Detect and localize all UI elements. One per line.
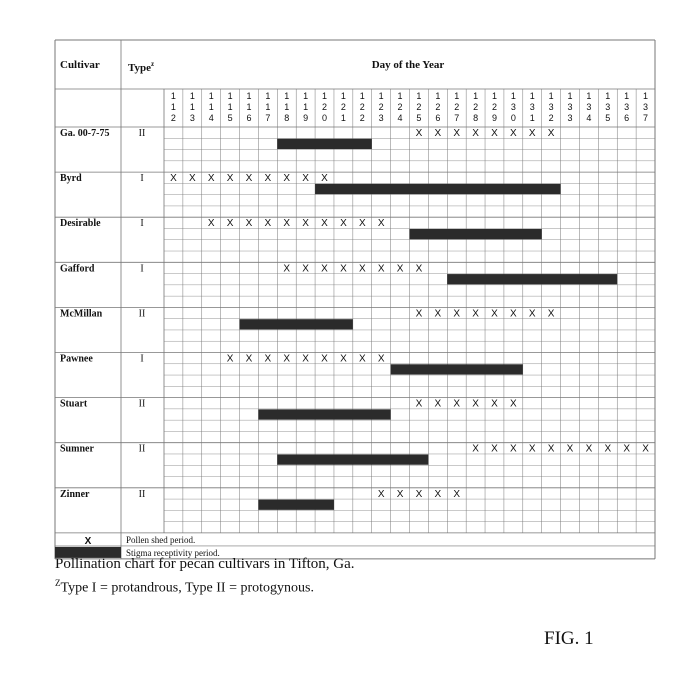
- day-digit: 1: [397, 91, 403, 101]
- pollen-mark: X: [302, 218, 309, 230]
- pollen-mark: X: [415, 308, 423, 320]
- day-digit: 1: [189, 102, 195, 112]
- day-digit: 3: [529, 102, 535, 112]
- header-type: Type$^z$: [128, 60, 155, 74]
- pollen-mark: X: [302, 263, 309, 275]
- day-digit: 6: [624, 113, 630, 123]
- day-digit: 3: [510, 102, 516, 112]
- type-label: II: [138, 128, 146, 139]
- pollen-mark: X: [415, 398, 423, 410]
- pollen-mark: X: [491, 128, 498, 139]
- day-digit: 1: [624, 91, 630, 101]
- legend-pollen-symbol: X: [84, 535, 92, 547]
- day-digit: 3: [189, 113, 195, 123]
- pollen-mark: X: [547, 308, 555, 320]
- stigma-bar: [391, 364, 523, 374]
- table-text: [60, 59, 649, 558]
- stigma-bar: [277, 139, 371, 149]
- pollen-mark: X: [321, 353, 328, 365]
- day-digit: 4: [397, 113, 403, 123]
- pollen-mark: X: [321, 263, 328, 275]
- footnote-mark: Z: [55, 578, 61, 588]
- type-label: I: [140, 353, 144, 365]
- day-digit: 2: [473, 102, 479, 112]
- pollen-mark: X: [226, 173, 234, 185]
- day-digit: 3: [567, 102, 573, 112]
- pollen-mark: X: [453, 488, 461, 500]
- day-digit: 1: [227, 91, 233, 101]
- cultivar-label: Desirable: [60, 218, 101, 230]
- pollen-mark: X: [340, 353, 347, 365]
- type-label: II: [138, 308, 146, 320]
- stigma-bar: [410, 229, 542, 239]
- day-digit: 2: [170, 113, 176, 123]
- pollen-mark: X: [377, 218, 385, 230]
- day-digit: 1: [643, 91, 649, 101]
- pollen-mark: X: [528, 128, 536, 139]
- stigma-bar: [258, 409, 390, 419]
- cultivar-label: Ga. 00-7-75: [60, 128, 110, 139]
- day-digit: 1: [284, 102, 290, 112]
- pollen-mark: X: [472, 443, 479, 455]
- pollen-mark: X: [547, 128, 555, 139]
- pollen-mark: X: [396, 263, 404, 275]
- pollen-mark: X: [472, 308, 479, 320]
- pollen-mark: X: [302, 353, 309, 365]
- pollen-mark: X: [434, 398, 442, 410]
- day-digit: 1: [246, 102, 252, 112]
- day-digit: 3: [567, 113, 573, 123]
- day-digit: 1: [529, 91, 535, 101]
- cultivar-label: Sumner: [60, 443, 94, 455]
- header-day-of-year: Day of the Year: [371, 59, 445, 71]
- day-digit: 1: [322, 91, 328, 101]
- cultivar-label: Pawnee: [60, 353, 93, 365]
- day-digit: 2: [416, 102, 422, 112]
- pollen-mark: X: [453, 128, 461, 139]
- pollen-mark: X: [472, 128, 479, 139]
- footnote-text: Type I = protandrous, Type II = protogynous.: [60, 580, 314, 596]
- day-digit: 1: [208, 102, 214, 112]
- pollen-mark: X: [170, 173, 177, 185]
- stigma-bar: [447, 274, 617, 284]
- legend-stigma-text: Stigma receptivity period.: [126, 547, 220, 558]
- day-digit: 2: [548, 113, 554, 123]
- day-digit: 6: [435, 113, 441, 123]
- pollen-mark: X: [547, 443, 555, 455]
- day-digit: 2: [491, 102, 497, 112]
- day-digit: 2: [397, 102, 403, 112]
- day-digit: 2: [378, 102, 384, 112]
- day-digit: 2: [359, 113, 365, 123]
- day-digit: 1: [605, 91, 611, 101]
- stigma-bar: [258, 500, 334, 510]
- pollen-mark: X: [415, 128, 423, 139]
- day-digit: 1: [473, 91, 479, 101]
- pollen-mark: X: [377, 488, 385, 500]
- day-digit: 1: [435, 91, 441, 101]
- day-digit: 1: [491, 91, 497, 101]
- pollen-mark: X: [340, 218, 347, 230]
- pollen-mark: X: [472, 398, 479, 410]
- pollen-mark: X: [510, 443, 517, 455]
- pollen-mark: X: [264, 173, 272, 185]
- pollen-mark: X: [396, 488, 404, 500]
- day-digit: 9: [491, 113, 497, 123]
- day-digit: 0: [510, 113, 516, 123]
- pollen-mark: X: [491, 308, 498, 320]
- cultivar-label: Gafford: [60, 263, 95, 275]
- pollen-mark: X: [491, 443, 498, 455]
- pollen-mark: X: [453, 308, 461, 320]
- day-digit: 1: [265, 91, 271, 101]
- pollen-mark: X: [377, 263, 385, 275]
- pollen-mark: X: [207, 173, 215, 185]
- day-digit: 1: [548, 91, 554, 101]
- pollen-mark: X: [302, 173, 309, 185]
- pollen-mark: X: [340, 263, 347, 275]
- pollen-mark: X: [283, 353, 291, 365]
- pollen-mark: X: [415, 263, 423, 275]
- day-digit: 2: [435, 102, 441, 112]
- pollen-mark: X: [264, 353, 272, 365]
- type-label: I: [140, 263, 144, 275]
- day-digit: 5: [605, 113, 611, 123]
- pollen-mark: X: [566, 443, 574, 455]
- day-digit: 5: [227, 113, 233, 123]
- day-digit: 4: [586, 113, 592, 123]
- type-label: I: [140, 218, 144, 230]
- pollen-mark: X: [283, 173, 291, 185]
- day-digit: 1: [208, 91, 214, 101]
- day-digit: 5: [416, 113, 422, 123]
- day-digit: 2: [359, 102, 365, 112]
- pollen-mark: X: [585, 443, 593, 455]
- pollen-mark: X: [321, 173, 328, 185]
- pollen-mark: X: [491, 398, 498, 410]
- day-digit: 2: [340, 102, 346, 112]
- day-digit: 3: [643, 102, 649, 112]
- day-digit: 3: [586, 102, 592, 112]
- cultivar-label: McMillan: [60, 308, 103, 320]
- pollen-mark: X: [453, 398, 461, 410]
- day-digit: 7: [454, 113, 460, 123]
- day-digit: 8: [473, 113, 479, 123]
- pollen-mark: X: [528, 443, 536, 455]
- day-digit: 1: [510, 91, 516, 101]
- type-footnote: [55, 578, 314, 597]
- day-digit: 3: [624, 102, 630, 112]
- day-digit: 9: [303, 113, 309, 123]
- day-digit: 1: [529, 113, 535, 123]
- pollen-mark: X: [415, 488, 423, 500]
- day-digit: 1: [416, 91, 422, 101]
- day-digit: 1: [246, 91, 252, 101]
- day-digit: 8: [284, 113, 290, 123]
- day-digit: 1: [265, 102, 271, 112]
- pollen-mark: X: [377, 353, 385, 365]
- day-digit: 1: [189, 91, 195, 101]
- pollen-mark: X: [226, 218, 234, 230]
- pollen-mark: X: [321, 218, 328, 230]
- day-digit: 1: [170, 91, 176, 101]
- pollen-mark: X: [283, 218, 291, 230]
- stigma-bar: [277, 454, 428, 464]
- cultivar-label: Zinner: [60, 488, 90, 500]
- pollen-mark: X: [188, 173, 196, 185]
- pollen-mark: X: [528, 308, 536, 320]
- figure-label: FIG. 1: [544, 628, 594, 649]
- day-digit: 1: [303, 91, 309, 101]
- chart-caption: Pollination chart for pecan cultivars in Tifton, Ga.: [55, 556, 355, 572]
- day-digit: 1: [359, 91, 365, 101]
- type-label: II: [138, 398, 146, 410]
- day-digit: 1: [340, 113, 346, 123]
- day-digit: 1: [567, 91, 573, 101]
- cultivar-label: Byrd: [60, 173, 82, 185]
- day-digit: 1: [227, 102, 233, 112]
- pollen-mark: X: [358, 263, 366, 275]
- day-digit: 1: [454, 91, 460, 101]
- day-digit: 2: [322, 102, 328, 112]
- stigma-bar: [240, 319, 353, 329]
- pollen-mark: X: [623, 443, 631, 455]
- day-digit: 1: [303, 102, 309, 112]
- pollen-mark: X: [510, 308, 517, 320]
- pollen-mark: X: [642, 443, 649, 455]
- pollen-mark: X: [604, 443, 612, 455]
- day-digit: 7: [265, 113, 271, 123]
- pollen-mark: X: [510, 128, 517, 139]
- type-label: II: [138, 488, 146, 500]
- day-digit: 2: [454, 102, 460, 112]
- pollen-mark: X: [226, 353, 234, 365]
- legend-pollen-text: Pollen shed period.: [126, 534, 196, 545]
- day-digit: 4: [208, 113, 214, 123]
- day-digit: 7: [643, 113, 649, 123]
- type-label: I: [140, 173, 144, 185]
- pollen-mark: X: [245, 218, 253, 230]
- cultivar-label: Stuart: [60, 398, 88, 410]
- day-digit: 3: [605, 102, 611, 112]
- day-digit: 1: [170, 102, 176, 112]
- day-digit: 3: [378, 113, 384, 123]
- day-digit: 1: [284, 91, 290, 101]
- day-digit: 1: [586, 91, 592, 101]
- pollen-mark: X: [264, 218, 272, 230]
- header-cultivar: Cultivar: [60, 59, 100, 71]
- day-digit: 1: [340, 91, 346, 101]
- pollen-mark: X: [245, 173, 253, 185]
- stigma-bar: [315, 184, 560, 194]
- day-digit: 6: [246, 113, 252, 123]
- pollen-mark: X: [510, 398, 517, 410]
- day-digit: 3: [548, 102, 554, 112]
- pollen-mark: X: [434, 488, 442, 500]
- type-label: II: [138, 443, 146, 455]
- pollen-mark: X: [358, 218, 366, 230]
- pollen-mark: X: [283, 263, 291, 275]
- day-digit: 0: [322, 113, 328, 123]
- pollen-mark: X: [207, 218, 215, 230]
- pollen-mark: X: [434, 128, 442, 139]
- pollen-mark: X: [245, 353, 253, 365]
- pollen-mark: X: [434, 308, 442, 320]
- day-digit: 1: [378, 91, 384, 101]
- table-grid: [55, 40, 655, 559]
- pollen-mark: X: [358, 353, 366, 365]
